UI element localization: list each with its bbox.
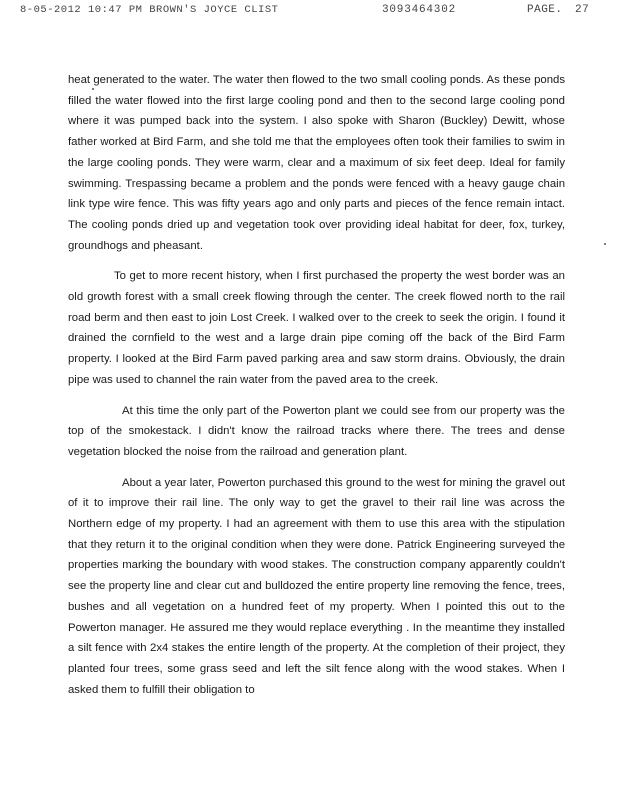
fax-header-page-number: 27 [575, 4, 590, 16]
scan-speck [604, 243, 606, 245]
letter-body [68, 70, 565, 710]
scan-speck [92, 88, 94, 90]
paragraph-recent-history: To get to more recent history, when I first purchased the property the west border was an old growth forest with a small creek flowing through the center. The creek flowed north to the rail road berm and then east to join Lost Creek. I walked over to the creek to seek the origin. I found it drained the cornfield to the west and a large drain pipe coming off the back of the Bird Farm property. I looked at the Bird Farm paved parking area and saw storm drains. Obviously, the drain pipe was used to channel the rain water from the paved area to the creek. [68, 270, 565, 386]
fax-header-sender: 8-05-2012 10:47 PM BROWN'S JOYCE CLIST [20, 4, 279, 16]
fax-header [0, 4, 618, 20]
fax-header-page-label: PAGE. [527, 4, 563, 16]
paragraph-cooling-ponds: heat generated to the water. The water then flowed to the two small cooling ponds. As these ponds filled the water flowed into the first large cooling pond and then to the second large cooling pond where it was pumped back into the system. I also spoke with Sharon (Buckley) Dewitt, whose father worked at Bird Farm, and she told me that the employees often took their families to swim in the large cooling ponds. They were warm, clear and a maximum of six feet deep. Ideal for family swimming. Trespassing became a problem and the ponds were fenced with a heavy gauge chain link type wire fence. This was fifty years ago and only parts and pieces of the fence remain intact. The cooling ponds dried up and vegetation took over providing ideal habitat for deer, fox, turkey, groundhogs and pheasant. [68, 74, 565, 252]
paragraph-powerton-view: At this time the only part of the Powerton plant we could see from our property was the top of the smokestack. I didn't know the railroad tracks where there. The trees and dense vegetation blocked the noise from the railroad and generation plant. [68, 404, 565, 458]
paragraph-gravel-mining: About a year later, Powerton purchased this ground to the west for mining the gravel out of it to improve their rail line. The only way to get the gravel to their rail line was across the Northern edge of my property. I had an agreement with them to use this area with the stipulation that they return it to the original condition when they were done. Patrick Engineering surveyed the properties marking the boundary with wood stakes. The construction company apparently couldn't see the property line and clear cut and bulldozed the entire property line removing the fence, trees, bushes and all vegetation on a hundred feet of my property. When I pointed this out to the Powerton manager. He assured me they would replace everything . In the meantime they installed a silt fence with 2x4 stakes the entire length of the property. At the completion of their project, they planted four trees, some grass seed and left the silt fence along with the wood stakes. When I asked them to fulfill their obligation to [68, 476, 565, 696]
fax-header-phone: 3093464302 [382, 4, 457, 16]
